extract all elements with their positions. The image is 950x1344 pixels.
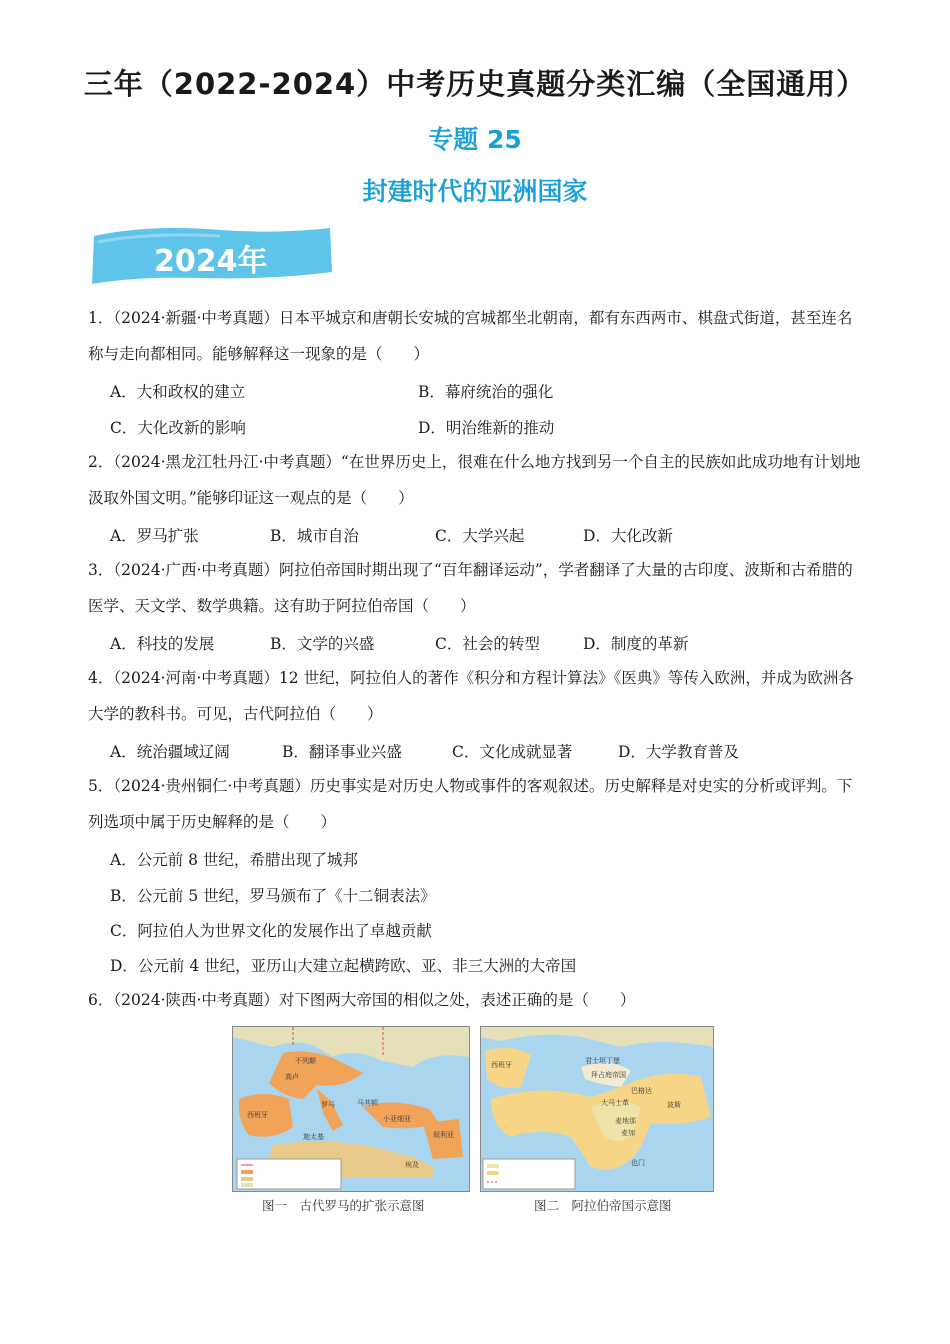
question-number: 1． (88, 309, 114, 327)
figure-1-caption: 图一 古代罗马的扩张示意图 (262, 1198, 425, 1213)
map-label: 罗马 (321, 1101, 335, 1109)
question-stem: （2024·河南·中考真题）12 世纪，阿拉伯人的著作《积分和方程计算法》《医典》等传入欧洲，并成为欧洲各大学的教科书。可见，古代阿拉伯（ ） (88, 669, 854, 723)
option-b: B．翻译事业兴盛 (282, 743, 402, 761)
topic-number: 专题 25 (428, 125, 522, 154)
map-label: 小亚细亚 (383, 1115, 411, 1123)
map-label: 不列颠 (295, 1057, 316, 1065)
map-label: 君士坦丁堡 (585, 1057, 620, 1065)
option-c: C．阿拉伯人为世界文化的发展作出了卓越贡献 (110, 922, 432, 940)
year-banner (90, 222, 334, 288)
map-figures (232, 1026, 714, 1196)
map-label: 大马士革 (601, 1099, 629, 1107)
map-label: 西班牙 (491, 1061, 512, 1069)
map-label: 麦加 (621, 1129, 635, 1137)
option-a: A．公元前 8 世纪，希腊出现了城邦 (110, 851, 358, 869)
question-stem: （2024·陕西·中考真题）对下图两大帝国的相似之处，表述正确的是（ ） (113, 991, 636, 1009)
question-2 (88, 444, 866, 516)
figure-2-caption: 图二 阿拉伯帝国示意图 (534, 1198, 672, 1213)
option-b: B．文学的兴盛 (270, 635, 375, 653)
option-b: B．公元前 5 世纪，罗马颁布了《十二铜表法》 (110, 887, 436, 905)
question-5 (88, 768, 866, 840)
option-d: D．制度的革新 (583, 635, 689, 653)
option-c: C．文化成就显著 (452, 743, 573, 761)
question-stem: （2024·新疆·中考真题）日本平城京和唐朝长安城的宫城都坐北朝南，都有东西两市、棋盘式街道，甚至连名称与走向都相同。能够解释这一现象的是（ ） (88, 309, 853, 363)
question-stem: （2024·贵州铜仁·中考真题）历史事实是对历史人物或事件的客观叙述。历史解释是对史实的分析或评判。下列选项中属于历史解释的是（ ） (88, 777, 853, 831)
question-number: 3． (88, 561, 114, 579)
topic-name: 封建时代的亚洲国家 (362, 177, 588, 206)
option-a: A．科技的发展 (110, 635, 215, 653)
option-b: B．城市自治 (270, 527, 359, 545)
question-3 (88, 552, 866, 624)
map-label: 迦太基 (303, 1133, 324, 1141)
map-label: 马其顿 (357, 1099, 378, 1107)
option-c: C．大学兴起 (435, 527, 525, 545)
map-label: 波斯 (667, 1101, 681, 1109)
option-d: D．公元前 4 世纪，亚历山大建立起横跨欧、亚、非三大洲的大帝国 (110, 957, 577, 975)
map-label: 也门 (631, 1159, 645, 1167)
roman-expansion-map (232, 1026, 470, 1192)
question-6 (88, 982, 866, 1018)
arab-empire-map (480, 1026, 714, 1192)
map-label: 拜占庭帝国 (591, 1071, 626, 1079)
question-4 (88, 660, 866, 732)
option-c: C．社会的转型 (435, 635, 540, 653)
question-number: 4． (88, 669, 114, 687)
option-a: A．大和政权的建立 (110, 383, 246, 401)
option-b: B．幕府统治的强化 (418, 383, 554, 401)
map-label: 叙利亚 (433, 1131, 454, 1139)
map-label: 高卢 (285, 1073, 299, 1081)
document-title: 三年（2022-2024）中考历史真题分类汇编（全国通用） (83, 67, 867, 101)
option-d: D．大学教育普及 (618, 743, 739, 761)
option-c: C．大化改新的影响 (110, 419, 246, 437)
option-a: A．罗马扩张 (110, 527, 199, 545)
question-number: 5． (88, 777, 114, 795)
map-label: 西班牙 (247, 1111, 268, 1119)
question-1 (88, 300, 866, 372)
question-stem: （2024·广西·中考真题）阿拉伯帝国时期出现了“百年翻译运动”，学者翻译了大量的古印度、波斯和古希腊的医学、天文学、数学典籍。这有助于阿拉伯帝国（ ） (88, 561, 853, 615)
map-label: 巴格达 (631, 1087, 652, 1095)
option-a: A．统治疆域辽阔 (110, 743, 230, 761)
option-d: D．明治维新的推动 (418, 419, 555, 437)
option-d: D．大化改新 (583, 527, 673, 545)
year-label: 2024年 (154, 244, 268, 279)
question-stem: （2024·黑龙江牡丹江·中考真题）“在世界历史上，很难在什么地方找到另一个自主的民族如此成功地有计划地汲取外国文明。”能够印证这一观点的是（ ） (88, 453, 861, 507)
question-number: 6． (88, 991, 114, 1009)
map-label: 麦地那 (615, 1117, 636, 1125)
question-number: 2． (88, 453, 114, 471)
map-label: 埃及 (405, 1161, 419, 1169)
